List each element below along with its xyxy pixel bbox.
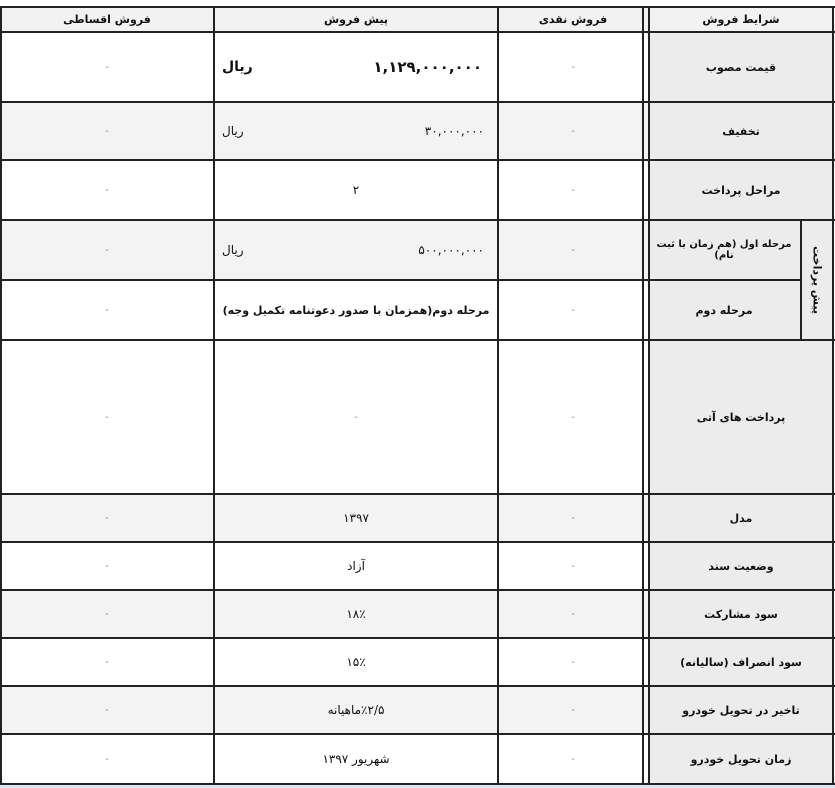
presale-cell-6: ۱۳۹۷ [343, 511, 369, 525]
grid-line [0, 6, 2, 784]
presale-cell-7: آزاد [347, 559, 365, 573]
installment-cell-6: - [105, 512, 109, 524]
grid-line [0, 733, 835, 735]
cash-cell-2: - [571, 184, 575, 196]
installment-cell-2: - [105, 184, 109, 196]
grid-line [0, 783, 835, 785]
cash-cell-0: - [571, 61, 575, 73]
installment-cell-3: - [105, 244, 109, 256]
grid-line [0, 31, 835, 33]
presale-value-1: ۳۰,۰۰۰,۰۰۰ [424, 124, 484, 138]
installment-cell-1: - [105, 125, 109, 137]
row-label-delivery-delay: تاخیر در تحویل خودرو [682, 703, 800, 717]
row-label-delivery-time: زمان تحویل خودرو [690, 752, 792, 766]
presale-cell-4: مرحله دوم(همزمان با صدور دعوتنامه تکمیل وجه) [222, 303, 490, 317]
header-conditions: شرایط فروش [648, 6, 834, 32]
presale-cell-2: ۲ [352, 183, 360, 197]
grid-line [0, 279, 802, 281]
presale-cell-3 [214, 220, 498, 280]
cash-cell-10: - [571, 704, 575, 716]
cash-cell-11: - [571, 753, 575, 765]
presale-cell-1 [214, 102, 498, 160]
row-label-first-stage: مرحله اول (هم زمان با ثبت نام) [656, 239, 792, 261]
grid-line [0, 493, 835, 495]
grid-line [832, 6, 834, 784]
presale-value-3: ۵۰۰,۰۰۰,۰۰۰ [418, 243, 484, 257]
cash-cell-5: - [571, 411, 575, 423]
row-label-approved-price: قیمت مصوب [705, 60, 777, 74]
presale-cell-11: شهریور ۱۳۹۷ [322, 752, 390, 766]
header-installment: فروش اقساطی [0, 6, 214, 32]
installment-cell-5: - [105, 411, 109, 423]
row-label-future-payments: پرداخت های آتی [696, 410, 786, 424]
presale-cell-10: ٪۲/۵ماهیانه [327, 703, 385, 717]
presale-unit-0: ریال [222, 59, 253, 75]
grid-line [0, 101, 835, 103]
presale-unit-3: ریال [222, 243, 244, 257]
row-label-cancellation-profit: سود انصراف (سالیانه) [680, 655, 802, 669]
row-label-second-stage: مرحله دوم [695, 303, 753, 317]
grid-line [0, 541, 835, 543]
presale-unit-1: ریال [222, 124, 244, 138]
grid-line [642, 6, 644, 784]
cash-cell-9: - [571, 656, 575, 668]
installment-cell-9: - [105, 656, 109, 668]
installment-cell-11: - [105, 753, 109, 765]
prepayment-group-label: پیش پرداخت [810, 246, 824, 314]
row-label-model: مدل [729, 511, 753, 525]
grid-line [648, 6, 650, 784]
header-cash: فروش نقدی [498, 6, 648, 32]
cash-cell-3: - [571, 244, 575, 256]
presale-value-0: ۱,۱۲۹,۰۰۰,۰۰۰ [373, 58, 482, 76]
presale-cell-9: ۱۵٪ [346, 655, 366, 669]
grid-line [0, 637, 835, 639]
cash-cell-8: - [571, 608, 575, 620]
cash-cell-1: - [571, 125, 575, 137]
cash-cell-6: - [571, 512, 575, 524]
installment-cell-7: - [105, 560, 109, 572]
installment-cell-4: - [105, 304, 109, 316]
row-label-participation-profit: سود مشارکت [704, 607, 778, 621]
grid-line [0, 685, 835, 687]
grid-line [0, 339, 835, 341]
grid-line [213, 6, 215, 784]
cash-cell-7: - [571, 560, 575, 572]
installment-cell-0: - [105, 61, 109, 73]
grid-line [497, 6, 499, 784]
grid-line [0, 6, 835, 8]
installment-cell-10: - [105, 704, 109, 716]
presale-cell-8: ۱۸٪ [346, 607, 366, 621]
presale-cell-5: - [354, 411, 358, 423]
grid-line [0, 219, 835, 221]
presale-cell-0 [214, 32, 498, 102]
row-label-discount: تخفیف [722, 124, 760, 138]
header-presale: پیش فروش [214, 6, 498, 32]
row-label-document-status: وضعیت سند [708, 559, 774, 573]
installment-cell-8: - [105, 608, 109, 620]
row-label-payment-stages: مراحل پرداخت [701, 183, 781, 197]
cash-cell-4: - [571, 304, 575, 316]
grid-line [0, 159, 835, 161]
grid-line [0, 589, 835, 591]
